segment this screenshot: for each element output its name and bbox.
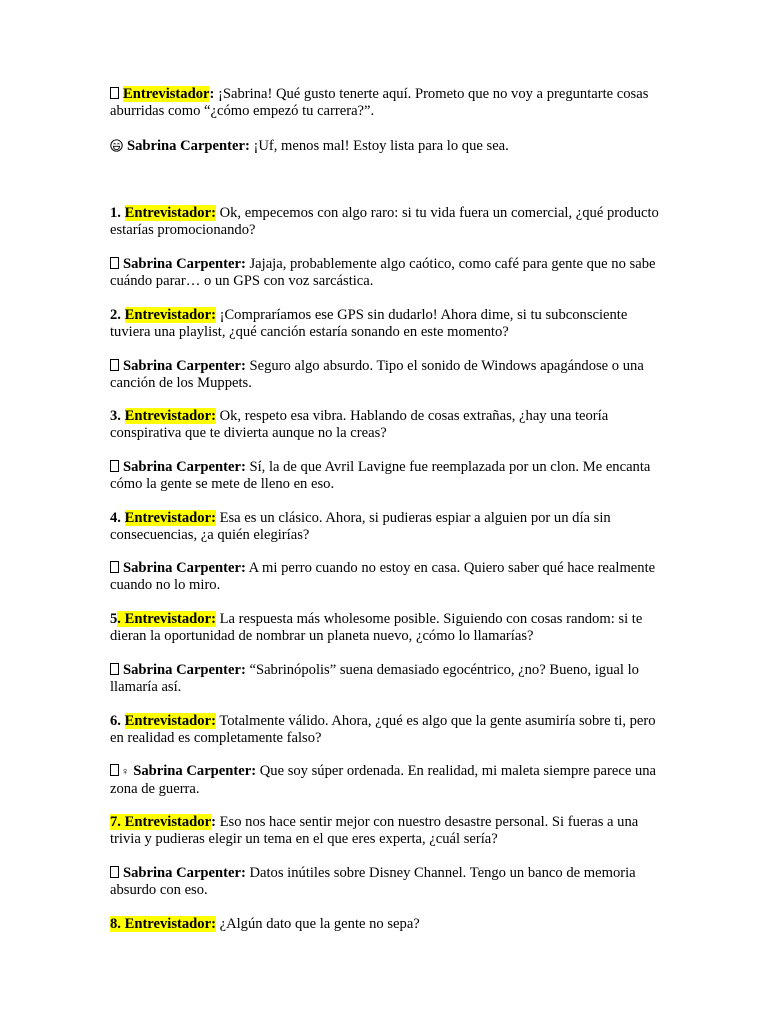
speaker-label: Sabrina Carpenter:: [127, 138, 250, 154]
speaker-label: Sabrina Carpenter:: [123, 662, 246, 678]
speaker-label: 7. Entrevistador: [110, 814, 212, 830]
question-text: Eso nos hace sentir mejor con nuestro desastre personal. Si fueras a una trivia y pudieras elegir un tema en el que eres experta, ¿cuál sería?: [110, 814, 639, 847]
question-paragraph: [110, 916, 662, 933]
missing-glyph-icon: [110, 87, 119, 99]
question-number: 6.: [110, 713, 125, 729]
question-text: Totalmente válido. Ahora, ¿qué es algo que la gente asumiría sobre ti, pero en realidad es completamente falso?: [110, 713, 656, 746]
speaker-label: . Entrevistador:: [117, 611, 216, 627]
speaker-label: Sabrina Carpenter:: [123, 459, 246, 475]
answer-text: Sí, la de que Avril Lavigne fue reemplazada por un clon. Me encanta cómo la gente se mete de lleno en eso.: [110, 459, 651, 492]
question-number: 1.: [110, 205, 125, 221]
question-number: 3.: [110, 408, 125, 424]
question-text: ¿Algún dato que la gente no sepa?: [215, 916, 420, 932]
question-paragraph: [110, 205, 662, 239]
speaker-label: Entrevistador:: [124, 205, 216, 221]
female-sign-icon: ♀: [121, 766, 130, 778]
answer-text: A mi perro cuando no estoy en casa. Quiero saber qué hace realmente cuando no lo miro.: [110, 560, 656, 593]
speaker-label: Sabrina Carpenter:: [123, 358, 246, 374]
question-text: Ok, empecemos con algo raro: si tu vida fuera un comercial, ¿qué producto estarías promocionando?: [110, 205, 659, 238]
answer-text: Seguro algo absurdo. Tipo el sonido de Windows apagándose o una canción de los Muppets.: [110, 358, 644, 391]
answer-text: Datos inútiles sobre Disney Channel. Tengo un banco de memoria absurdo con eso.: [110, 865, 636, 898]
question-paragraph: [110, 814, 662, 848]
speaker-label: Sabrina Carpenter:: [133, 763, 257, 779]
speaker-label: 8. Entrevistador:: [110, 916, 216, 932]
question-number: 2.: [110, 307, 125, 323]
intro-sabrina-paragraph: [110, 138, 662, 155]
dialogue-text: ¡Uf, menos mal! Estoy lista para lo que sea.: [249, 138, 509, 154]
answer-text: “Sabrinópolis” suena demasiado egocéntrico, ¿no? Bueno, igual lo llamaría así.: [110, 662, 639, 695]
answer-text: Que soy súper ordenada. En realidad, mi maleta siempre parece una zona de guerra.: [110, 763, 657, 797]
speaker-label: Entrevistador: [123, 86, 210, 102]
intro-interviewer-paragraph: [110, 86, 662, 120]
speaker-label: Entrevistador:: [124, 408, 216, 424]
answer-paragraph: [110, 560, 662, 594]
speaker-label: Sabrina Carpenter:: [123, 256, 246, 272]
missing-glyph-icon: [110, 359, 119, 371]
answer-paragraph: [110, 459, 662, 493]
question-paragraph: [110, 408, 662, 442]
question-paragraph: [110, 611, 662, 645]
speaker-label: Entrevistador:: [124, 510, 216, 526]
grinning-face-icon: [110, 139, 123, 152]
colon: :: [209, 86, 215, 102]
question-paragraph: [110, 510, 662, 544]
answer-paragraph: [110, 865, 662, 899]
answer-paragraph: [110, 358, 662, 392]
answer-paragraph: [110, 662, 662, 696]
dialogue-text: ¡Sabrina! Qué gusto tenerte aquí. Prometo que no voy a preguntarte cosas aburridas como “¿cómo empezó tu carrera?”.: [110, 86, 649, 119]
answer-paragraph: [110, 763, 662, 798]
missing-glyph-icon: [110, 764, 119, 776]
question-number: 5: [110, 611, 118, 627]
missing-glyph-icon: [110, 866, 119, 878]
question-text: ¡Compraríamos ese GPS sin dudarlo! Ahora dime, si tu subconsciente tuviera una playlist, ¿qué canción estaría sonando en este momento?: [110, 307, 628, 340]
missing-glyph-icon: [110, 663, 119, 675]
missing-glyph-icon: [110, 561, 119, 573]
speaker-label: Entrevistador:: [124, 713, 216, 729]
colon: :: [211, 814, 216, 830]
missing-glyph-icon: [110, 460, 119, 472]
answer-text: Jajaja, probablemente algo caótico, como café para gente que no sabe cuándo parar… o un GPS con voz sarcástica.: [110, 256, 656, 289]
speaker-label: Sabrina Carpenter:: [123, 865, 246, 881]
speaker-label: Entrevistador:: [124, 307, 216, 323]
question-text: La respuesta más wholesome posible. Siguiendo con cosas random: si te dieran la oportunidad de nombrar un planeta nuevo, ¿cómo lo llamarías?: [110, 611, 643, 644]
missing-glyph-icon: [110, 257, 119, 269]
question-number: 4.: [110, 510, 125, 526]
question-paragraph: [110, 713, 662, 747]
answer-paragraph: [110, 256, 662, 290]
question-text: Ok, respeto esa vibra. Hablando de cosas extrañas, ¿hay una teoría conspirativa que te divierta aunque no la creas?: [110, 408, 609, 441]
question-text: Esa es un clásico. Ahora, si pudieras espiar a alguien por un día sin consecuencias, ¿a quién elegirías?: [110, 510, 611, 543]
speaker-label: Sabrina Carpenter:: [123, 560, 246, 576]
question-paragraph: [110, 307, 662, 341]
